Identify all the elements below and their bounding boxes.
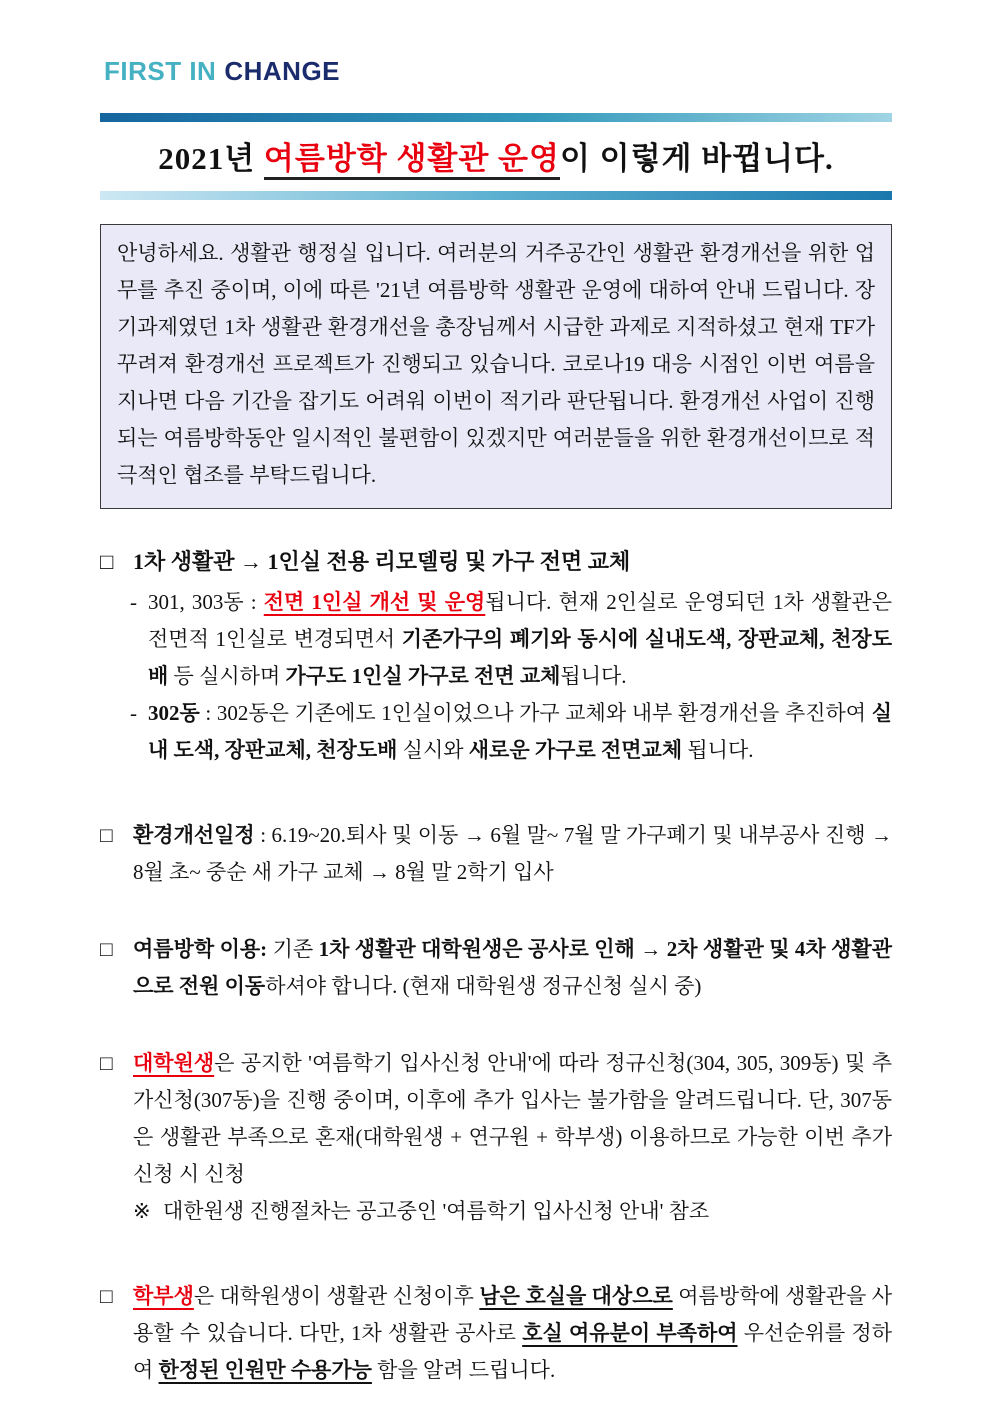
grad-students-note-text: 대한원생 진행절차는 공고중인 '여름학기 입사신청 안내' 참조 (163, 1199, 710, 1223)
section-undergrads (100, 1278, 892, 1389)
section-schedule-paragraph (100, 817, 892, 891)
section-schedule-text: 환경개선일정 : 6.19~20.퇴사 및 이동 → 6월 말~ 7월 말 가구폐기 및 내부공사 진행 → 8월 초~ 중순 새 가구 교체 → 8월 말 2학기 입사 (133, 823, 892, 884)
title-highlight: 여름방학 생활관 운영 (264, 141, 560, 180)
title-gradient-bar-bottom (100, 191, 892, 200)
title-suffix: 이 이렇게 바뀝니다. (559, 141, 834, 176)
bullet-302 (100, 695, 892, 769)
bullet-301-303-text: 301, 303동 : 전면 1인실 개선 및 운영됩니다. 현재 2인실로 운영되던 1차 생활관은 전면적 1인실로 변경되면서 기존가구의 폐기와 동시에 실내도색, 장판교체, 천장도배 등 실시하며 가구도 1인실 가구로 전면 교체됩니다. (148, 590, 892, 688)
section-schedule (100, 817, 892, 891)
logo-change: CHANGE (224, 56, 341, 86)
section-grad-students (100, 1045, 892, 1230)
grad-students-note (100, 1193, 892, 1230)
checkbox-marker-icon: □ (100, 823, 113, 847)
section-grad-students-paragraph (100, 1045, 892, 1193)
section-summer-use (100, 931, 892, 1005)
section-summer-use-text: 여름방학 이용: 기존 1차 생활관 대학원생은 공사로 인해 → 2차 생활관 및 4차 생활관으로 전원 이동하셔야 합니다. (현재 대학원생 정규신청 실시 중) (133, 937, 892, 998)
reference-marker-icon: ※ (133, 1199, 151, 1223)
section-remodeling (100, 543, 892, 769)
page-title (100, 122, 892, 191)
bullet-301-303 (100, 584, 892, 695)
logo-first-in: FIRST IN (104, 56, 217, 86)
dash-marker-icon: - (130, 701, 137, 725)
checkbox-marker-icon: □ (100, 549, 114, 574)
section-summer-use-paragraph (100, 931, 892, 1005)
dash-marker-icon: - (130, 590, 137, 614)
checkbox-marker-icon: □ (100, 1051, 113, 1075)
bullet-302-text: 302동 : 302동은 기존에도 1인실이었으나 가구 교체와 내부 환경개선을 추진하여 실내 도색, 장판교체, 천장도배 실시와 새로운 가구로 전면교체 됩니다. (148, 701, 892, 762)
title-block (100, 113, 892, 200)
section-remodeling-heading (100, 543, 892, 580)
checkbox-marker-icon: □ (100, 1284, 113, 1308)
logo (104, 0, 892, 87)
section-undergrads-text: 학부생은 대학원생이 생활관 신청이후 남은 호실을 대상으로 여름방학에 생활관을 사용할 수 있습니다. 다만, 1차 생활관 공사로 호실 여유분이 부족하여 우선순위를 정하여 한정된 인원만 수용가능 함을 알려 드립니다. (133, 1284, 893, 1382)
intro-box (100, 224, 892, 509)
title-gradient-bar-top (100, 113, 892, 122)
section-grad-students-text: 대학원생은 공지한 '여름학기 입사신청 안내'에 따라 정규신청(304, 305, 309동) 및 추가신청(307동)을 진행 중이며, 이후에 추가 입사는 불가함을 알려드립니다. 단, 307동은 생활관 부족으로 혼재(대학원생 + 연구원 + 학부생) 이용하므로 가능한 이번 추가신청 시 신청 (133, 1051, 892, 1186)
intro-text: 안녕하세요. 생활관 행정실 입니다. 여러분의 거주공간인 생활관 환경개선을 위한 업무를 추진 중이며, 이에 따른 '21년 여름방학 생활관 운영에 대하여 안내 드립니다. 장기과제였던 1차 생활관 환경개선을 총장님께서 시급한 과제로 지적하셨고 현재 TF가 꾸려져 환경개선 프로젝트가 진행되고 있습니다. 코로나19 대응 시점인 이번 여름을 지나면 다음 기간을 잡기도 어려워 이번이 적기라 판단됩니다. 환경개선 사업이 진행되는 여름방학동안 일시적인 불편함이 있겠지만 여러분들을 위한 환경개선이므로 적극적인 협조를 부탁드립니다. (117, 241, 875, 487)
title-prefix: 2021년 (158, 141, 264, 176)
section-remodeling-heading-text: 1차 생활관 → 1인실 전용 리모델링 및 가구 전면 교체 (133, 549, 631, 574)
section-undergrads-paragraph (100, 1278, 892, 1389)
checkbox-marker-icon: □ (100, 937, 113, 961)
